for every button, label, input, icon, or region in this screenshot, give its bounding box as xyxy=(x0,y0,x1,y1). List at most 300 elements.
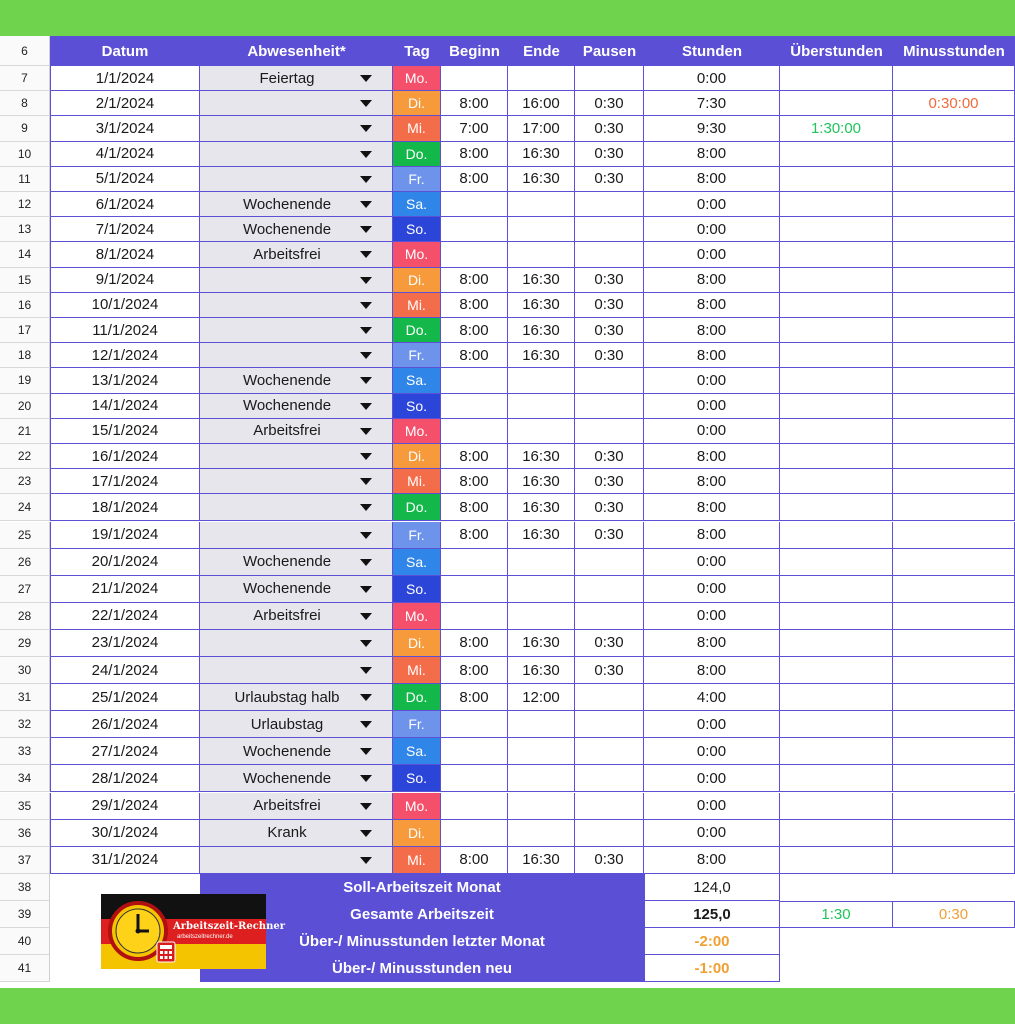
datum-cell[interactable]: 13/1/2024 xyxy=(50,368,200,393)
datum-cell[interactable]: 31/1/2024 xyxy=(50,847,200,874)
stunden-cell[interactable]: 8:00 xyxy=(644,469,780,494)
minusstunden-cell[interactable] xyxy=(893,820,1015,847)
abwesenheit-value: Wochenende xyxy=(242,397,332,415)
stunden-cell[interactable]: 8:00 xyxy=(644,167,780,192)
ueberstunden-cell[interactable] xyxy=(780,343,893,368)
ende-cell[interactable]: 16:30 xyxy=(508,268,575,293)
dropdown-arrow-icon[interactable] xyxy=(360,857,372,864)
dropdown-arrow-icon[interactable] xyxy=(360,428,372,435)
datum-cell[interactable]: 5/1/2024 xyxy=(50,167,200,192)
abwesenheit-dropdown[interactable] xyxy=(200,66,393,91)
stunden-cell[interactable]: 0:00 xyxy=(644,66,780,91)
pausen-cell[interactable] xyxy=(575,576,644,603)
pausen-cell[interactable]: 0:30 xyxy=(575,444,644,469)
column-header-tag[interactable]: Tag xyxy=(393,36,441,66)
minusstunden-cell[interactable] xyxy=(893,522,1015,549)
beginn-cell[interactable] xyxy=(441,394,508,419)
ende-cell[interactable]: 12:00 xyxy=(508,684,575,711)
minusstunden-cell[interactable] xyxy=(893,847,1015,874)
pausen-cell[interactable]: 0:30 xyxy=(575,657,644,684)
stunden-cell[interactable]: 9:30 xyxy=(644,116,780,141)
neu-value[interactable]: -1:00 xyxy=(644,955,780,982)
beginn-cell[interactable] xyxy=(441,820,508,847)
beginn-cell[interactable]: 8:00 xyxy=(441,469,508,494)
ende-cell[interactable]: 16:30 xyxy=(508,469,575,494)
ende-cell[interactable] xyxy=(508,765,575,792)
ueberstunden-cell[interactable] xyxy=(780,630,893,657)
dropdown-arrow-icon[interactable] xyxy=(360,151,372,158)
pausen-cell[interactable] xyxy=(575,242,644,267)
stunden-cell[interactable]: 0:00 xyxy=(644,549,780,576)
datum-cell[interactable]: 26/1/2024 xyxy=(50,711,200,738)
beginn-cell[interactable] xyxy=(441,711,508,738)
minusstunden-cell[interactable] xyxy=(893,293,1015,318)
beginn-cell[interactable] xyxy=(441,419,508,444)
beginn-cell[interactable]: 8:00 xyxy=(441,522,508,549)
stunden-cell[interactable]: 8:00 xyxy=(644,293,780,318)
ueberstunden-cell[interactable] xyxy=(780,576,893,603)
minusstunden-cell[interactable] xyxy=(893,142,1015,167)
dropdown-arrow-icon[interactable] xyxy=(360,694,372,701)
dropdown-arrow-icon[interactable] xyxy=(360,226,372,233)
datum-cell[interactable]: 29/1/2024 xyxy=(50,793,200,820)
datum-cell[interactable]: 23/1/2024 xyxy=(50,630,200,657)
dropdown-arrow-icon[interactable] xyxy=(360,201,372,208)
ende-cell[interactable]: 16:30 xyxy=(508,293,575,318)
ende-cell[interactable] xyxy=(508,394,575,419)
datum-cell[interactable]: 17/1/2024 xyxy=(50,469,200,494)
pausen-cell[interactable] xyxy=(575,394,644,419)
column-header-beginn[interactable]: Beginn xyxy=(441,36,508,66)
abwesenheit-dropdown[interactable] xyxy=(200,167,393,192)
stunden-cell[interactable]: 0:00 xyxy=(644,793,780,820)
ende-cell[interactable]: 16:30 xyxy=(508,343,575,368)
datum-cell[interactable]: 3/1/2024 xyxy=(50,116,200,141)
dropdown-arrow-icon[interactable] xyxy=(360,251,372,258)
dropdown-arrow-icon[interactable] xyxy=(360,559,372,566)
pausen-cell[interactable] xyxy=(575,738,644,765)
pausen-cell[interactable]: 0:30 xyxy=(575,293,644,318)
abwesenheit-dropdown[interactable] xyxy=(200,444,393,469)
stunden-cell[interactable]: 8:00 xyxy=(644,522,780,549)
datum-cell[interactable]: 10/1/2024 xyxy=(50,293,200,318)
ueberstunden-cell[interactable] xyxy=(780,711,893,738)
ueberstunden-cell[interactable] xyxy=(780,820,893,847)
stunden-cell[interactable]: 8:00 xyxy=(644,142,780,167)
dropdown-arrow-icon[interactable] xyxy=(360,277,372,284)
ende-cell[interactable]: 16:30 xyxy=(508,318,575,343)
stunden-cell[interactable]: 8:00 xyxy=(644,444,780,469)
abwesenheit-dropdown[interactable] xyxy=(200,419,393,444)
datum-cell[interactable]: 12/1/2024 xyxy=(50,343,200,368)
pausen-cell[interactable] xyxy=(575,711,644,738)
abwesenheit-dropdown[interactable] xyxy=(200,738,393,765)
minusstunden-cell[interactable] xyxy=(893,268,1015,293)
ueberstunden-cell[interactable] xyxy=(780,142,893,167)
minusstunden-cell[interactable] xyxy=(893,549,1015,576)
abwesenheit-dropdown[interactable] xyxy=(200,549,393,576)
stunden-cell[interactable]: 8:00 xyxy=(644,268,780,293)
ueberstunden-cell[interactable] xyxy=(780,522,893,549)
beginn-cell[interactable] xyxy=(441,549,508,576)
minusstunden-cell[interactable] xyxy=(893,630,1015,657)
abwesenheit-dropdown[interactable] xyxy=(200,318,393,343)
dropdown-arrow-icon[interactable] xyxy=(360,667,372,674)
datum-cell[interactable]: 4/1/2024 xyxy=(50,142,200,167)
abwesenheit-dropdown[interactable] xyxy=(200,494,393,521)
beginn-cell[interactable]: 8:00 xyxy=(441,318,508,343)
ende-cell[interactable]: 16:30 xyxy=(508,657,575,684)
beginn-cell[interactable]: 7:00 xyxy=(441,116,508,141)
ueberstunden-cell[interactable] xyxy=(780,394,893,419)
pausen-cell[interactable]: 0:30 xyxy=(575,268,644,293)
pausen-cell[interactable] xyxy=(575,419,644,444)
stunden-cell[interactable]: 0:00 xyxy=(644,242,780,267)
beginn-cell[interactable] xyxy=(441,738,508,765)
row-number: 17 xyxy=(0,318,50,343)
pausen-cell[interactable]: 0:30 xyxy=(575,630,644,657)
abwesenheit-dropdown[interactable] xyxy=(200,242,393,267)
stunden-cell[interactable]: 0:00 xyxy=(644,394,780,419)
stunden-cell[interactable]: 0:00 xyxy=(644,192,780,217)
stunden-cell[interactable]: 8:00 xyxy=(644,630,780,657)
minusstunden-cell[interactable] xyxy=(893,765,1015,792)
column-header-datum[interactable]: Datum xyxy=(50,36,200,66)
beginn-cell[interactable] xyxy=(441,66,508,91)
beginn-cell[interactable]: 8:00 xyxy=(441,657,508,684)
ueberstunden-cell[interactable] xyxy=(780,444,893,469)
column-header-ende[interactable]: Ende xyxy=(508,36,575,66)
datum-cell[interactable]: 20/1/2024 xyxy=(50,549,200,576)
minusstunden-cell[interactable] xyxy=(893,343,1015,368)
minusstunden-cell[interactable] xyxy=(893,793,1015,820)
dropdown-arrow-icon[interactable] xyxy=(360,640,372,647)
ueberstunden-cell[interactable] xyxy=(780,268,893,293)
pausen-cell[interactable]: 0:30 xyxy=(575,469,644,494)
datum-cell[interactable]: 24/1/2024 xyxy=(50,657,200,684)
ende-cell[interactable] xyxy=(508,738,575,765)
pausen-cell[interactable] xyxy=(575,192,644,217)
minusstunden-cell[interactable] xyxy=(893,684,1015,711)
ueberstunden-cell[interactable] xyxy=(780,167,893,192)
column-header-ueberstunden[interactable]: Überstunden xyxy=(780,36,893,66)
minusstunden-cell[interactable] xyxy=(893,394,1015,419)
datum-cell[interactable]: 22/1/2024 xyxy=(50,603,200,630)
ueberstunden-cell[interactable] xyxy=(780,217,893,242)
minusstunden-cell[interactable] xyxy=(893,167,1015,192)
beginn-cell[interactable]: 8:00 xyxy=(441,494,508,521)
ende-cell[interactable]: 16:30 xyxy=(508,142,575,167)
ende-cell[interactable] xyxy=(508,419,575,444)
pausen-cell[interactable] xyxy=(575,368,644,393)
ueberstunden-cell[interactable] xyxy=(780,657,893,684)
datum-cell[interactable]: 1/1/2024 xyxy=(50,66,200,91)
dropdown-arrow-icon[interactable] xyxy=(360,586,372,593)
datum-cell[interactable]: 14/1/2024 xyxy=(50,394,200,419)
abwesenheit-dropdown[interactable] xyxy=(200,394,393,419)
ende-cell[interactable]: 16:00 xyxy=(508,91,575,116)
ueberstunden-cell[interactable] xyxy=(780,318,893,343)
datum-cell[interactable]: 28/1/2024 xyxy=(50,765,200,792)
beginn-cell[interactable]: 8:00 xyxy=(441,343,508,368)
abwesenheit-dropdown[interactable] xyxy=(200,91,393,116)
abwesenheit-dropdown[interactable] xyxy=(200,711,393,738)
stunden-cell[interactable]: 0:00 xyxy=(644,711,780,738)
ende-cell[interactable]: 16:30 xyxy=(508,444,575,469)
abwesenheit-dropdown[interactable] xyxy=(200,793,393,820)
abwesenheit-dropdown[interactable] xyxy=(200,630,393,657)
datum-cell[interactable]: 27/1/2024 xyxy=(50,738,200,765)
abwesenheit-dropdown[interactable] xyxy=(200,765,393,792)
dropdown-arrow-icon[interactable] xyxy=(360,478,372,485)
beginn-cell[interactable]: 8:00 xyxy=(441,142,508,167)
ueberstunden-cell[interactable] xyxy=(780,242,893,267)
ende-cell[interactable] xyxy=(508,549,575,576)
dropdown-arrow-icon[interactable] xyxy=(360,377,372,384)
beginn-cell[interactable]: 8:00 xyxy=(441,630,508,657)
ende-cell[interactable] xyxy=(508,603,575,630)
pausen-cell[interactable] xyxy=(575,217,644,242)
dropdown-arrow-icon[interactable] xyxy=(360,302,372,309)
stunden-cell[interactable]: 0:00 xyxy=(644,576,780,603)
row-number: 8 xyxy=(0,91,50,116)
ende-cell[interactable] xyxy=(508,192,575,217)
abwesenheit-value: Wochenende xyxy=(242,553,332,571)
ende-cell[interactable]: 17:00 xyxy=(508,116,575,141)
stunden-cell[interactable]: 8:00 xyxy=(644,847,780,874)
datum-cell[interactable]: 15/1/2024 xyxy=(50,419,200,444)
beginn-cell[interactable] xyxy=(441,192,508,217)
minusstunden-cell[interactable] xyxy=(893,494,1015,521)
ueberstunden-cell[interactable] xyxy=(780,793,893,820)
ueberstunden-cell[interactable] xyxy=(780,192,893,217)
pausen-cell[interactable] xyxy=(575,603,644,630)
datum-cell[interactable]: 19/1/2024 xyxy=(50,522,200,549)
beginn-cell[interactable]: 8:00 xyxy=(441,293,508,318)
dropdown-arrow-icon[interactable] xyxy=(360,613,372,620)
datum-cell[interactable]: 6/1/2024 xyxy=(50,192,200,217)
pausen-cell[interactable]: 0:30 xyxy=(575,91,644,116)
beginn-cell[interactable] xyxy=(441,765,508,792)
ende-cell[interactable]: 16:30 xyxy=(508,494,575,521)
column-header-stunden[interactable]: Stunden xyxy=(644,36,780,66)
ende-cell[interactable]: 16:30 xyxy=(508,167,575,192)
pausen-cell[interactable] xyxy=(575,684,644,711)
abwesenheit-dropdown[interactable] xyxy=(200,142,393,167)
ende-cell[interactable] xyxy=(508,217,575,242)
stunden-cell[interactable]: 0:00 xyxy=(644,820,780,847)
ueberstunden-cell[interactable] xyxy=(780,738,893,765)
ende-cell[interactable] xyxy=(508,820,575,847)
minusstunden-cell[interactable] xyxy=(893,66,1015,91)
stunden-cell[interactable]: 8:00 xyxy=(644,343,780,368)
beginn-cell[interactable] xyxy=(441,242,508,267)
ende-cell[interactable] xyxy=(508,793,575,820)
ueberstunden-cell[interactable]: 1:30:00 xyxy=(780,116,893,141)
stunden-cell[interactable]: 0:00 xyxy=(644,368,780,393)
beginn-cell[interactable] xyxy=(441,368,508,393)
datum-cell[interactable]: 7/1/2024 xyxy=(50,217,200,242)
stunden-cell[interactable]: 7:30 xyxy=(644,91,780,116)
datum-cell[interactable]: 11/1/2024 xyxy=(50,318,200,343)
gesamt-minusstunden-value[interactable]: 0:30 xyxy=(893,901,1015,928)
stunden-cell[interactable]: 8:00 xyxy=(644,494,780,521)
dropdown-arrow-icon[interactable] xyxy=(360,721,372,728)
abwesenheit-dropdown[interactable] xyxy=(200,522,393,549)
abwesenheit-dropdown[interactable] xyxy=(200,343,393,368)
pausen-cell[interactable] xyxy=(575,765,644,792)
letzter-monat-value[interactable]: -2:00 xyxy=(644,928,780,955)
ueberstunden-cell[interactable] xyxy=(780,847,893,874)
ueberstunden-cell[interactable] xyxy=(780,419,893,444)
minusstunden-cell[interactable] xyxy=(893,192,1015,217)
column-header-minusstunden[interactable]: Minusstunden xyxy=(893,36,1015,66)
ueberstunden-cell[interactable] xyxy=(780,603,893,630)
gesamte-arbeitszeit-value[interactable]: 125,0 xyxy=(644,901,780,928)
abwesenheit-dropdown[interactable] xyxy=(200,116,393,141)
pausen-cell[interactable]: 0:30 xyxy=(575,494,644,521)
ueberstunden-cell[interactable] xyxy=(780,91,893,116)
minusstunden-cell[interactable]: 0:30:00 xyxy=(893,91,1015,116)
pausen-cell[interactable] xyxy=(575,820,644,847)
ueberstunden-cell[interactable] xyxy=(780,684,893,711)
datum-cell[interactable]: 25/1/2024 xyxy=(50,684,200,711)
row-number: 33 xyxy=(0,738,50,765)
ende-cell[interactable] xyxy=(508,576,575,603)
ueberstunden-cell[interactable] xyxy=(780,494,893,521)
minusstunden-cell[interactable] xyxy=(893,116,1015,141)
beginn-cell[interactable] xyxy=(441,603,508,630)
abwesenheit-dropdown[interactable] xyxy=(200,820,393,847)
pausen-cell[interactable]: 0:30 xyxy=(575,522,644,549)
beginn-cell[interactable]: 8:00 xyxy=(441,167,508,192)
ende-cell[interactable] xyxy=(508,66,575,91)
minusstunden-cell[interactable] xyxy=(893,657,1015,684)
ueberstunden-cell[interactable] xyxy=(780,293,893,318)
minusstunden-cell[interactable] xyxy=(893,738,1015,765)
dropdown-arrow-icon[interactable] xyxy=(360,803,372,810)
minusstunden-cell[interactable] xyxy=(893,318,1015,343)
stunden-cell[interactable]: 0:00 xyxy=(644,217,780,242)
ende-cell[interactable] xyxy=(508,711,575,738)
abwesenheit-dropdown[interactable] xyxy=(200,368,393,393)
stunden-cell[interactable]: 0:00 xyxy=(644,738,780,765)
ueberstunden-cell[interactable] xyxy=(780,368,893,393)
dropdown-arrow-icon[interactable] xyxy=(360,748,372,755)
dropdown-arrow-icon[interactable] xyxy=(360,775,372,782)
abwesenheit-dropdown[interactable] xyxy=(200,217,393,242)
pausen-cell[interactable] xyxy=(575,793,644,820)
ende-cell[interactable]: 16:30 xyxy=(508,522,575,549)
ueberstunden-cell[interactable] xyxy=(780,765,893,792)
pausen-cell[interactable] xyxy=(575,549,644,576)
ueberstunden-cell[interactable] xyxy=(780,469,893,494)
beginn-cell[interactable]: 8:00 xyxy=(441,444,508,469)
datum-cell[interactable]: 8/1/2024 xyxy=(50,242,200,267)
ende-cell[interactable]: 16:30 xyxy=(508,630,575,657)
stunden-cell[interactable]: 0:00 xyxy=(644,765,780,792)
datum-cell[interactable]: 9/1/2024 xyxy=(50,268,200,293)
minusstunden-cell[interactable] xyxy=(893,469,1015,494)
pausen-cell[interactable]: 0:30 xyxy=(575,167,644,192)
dropdown-arrow-icon[interactable] xyxy=(360,453,372,460)
abwesenheit-dropdown[interactable] xyxy=(200,293,393,318)
abwesenheit-dropdown[interactable] xyxy=(200,657,393,684)
dropdown-arrow-icon[interactable] xyxy=(360,830,372,837)
minusstunden-cell[interactable] xyxy=(893,711,1015,738)
datum-cell[interactable]: 21/1/2024 xyxy=(50,576,200,603)
minusstunden-cell[interactable] xyxy=(893,368,1015,393)
dropdown-arrow-icon[interactable] xyxy=(360,327,372,334)
ende-cell[interactable] xyxy=(508,242,575,267)
datum-cell[interactable]: 30/1/2024 xyxy=(50,820,200,847)
pausen-cell[interactable]: 0:30 xyxy=(575,142,644,167)
abwesenheit-dropdown[interactable] xyxy=(200,192,393,217)
beginn-cell[interactable]: 8:00 xyxy=(441,268,508,293)
beginn-cell[interactable] xyxy=(441,576,508,603)
column-header-abwesenheit[interactable]: Abwesenheit* xyxy=(200,36,393,66)
beginn-cell[interactable]: 8:00 xyxy=(441,684,508,711)
stunden-cell[interactable]: 0:00 xyxy=(644,419,780,444)
abwesenheit-dropdown[interactable] xyxy=(200,847,393,874)
minusstunden-cell[interactable] xyxy=(893,576,1015,603)
abwesenheit-dropdown[interactable] xyxy=(200,469,393,494)
minusstunden-cell[interactable] xyxy=(893,603,1015,630)
beginn-cell[interactable] xyxy=(441,793,508,820)
datum-cell[interactable]: 2/1/2024 xyxy=(50,91,200,116)
pausen-cell[interactable]: 0:30 xyxy=(575,847,644,874)
dropdown-arrow-icon[interactable] xyxy=(360,100,372,107)
dropdown-arrow-icon[interactable] xyxy=(360,403,372,410)
abwesenheit-dropdown[interactable] xyxy=(200,576,393,603)
minusstunden-cell[interactable] xyxy=(893,444,1015,469)
dropdown-arrow-icon[interactable] xyxy=(360,75,372,82)
abwesenheit-dropdown[interactable] xyxy=(200,684,393,711)
column-header-pausen[interactable]: Pausen xyxy=(575,36,644,66)
pausen-cell[interactable]: 0:30 xyxy=(575,318,644,343)
pausen-cell[interactable] xyxy=(575,66,644,91)
dropdown-arrow-icon[interactable] xyxy=(360,176,372,183)
beginn-cell[interactable]: 8:00 xyxy=(441,91,508,116)
minusstunden-cell[interactable] xyxy=(893,242,1015,267)
gesamt-ueberstunden-value[interactable]: 1:30 xyxy=(780,901,893,928)
abwesenheit-dropdown[interactable] xyxy=(200,268,393,293)
datum-cell[interactable]: 18/1/2024 xyxy=(50,494,200,521)
minusstunden-cell[interactable] xyxy=(893,217,1015,242)
stunden-cell[interactable]: 4:00 xyxy=(644,684,780,711)
stunden-cell[interactable]: 0:00 xyxy=(644,603,780,630)
ueberstunden-cell[interactable] xyxy=(780,66,893,91)
dropdown-arrow-icon[interactable] xyxy=(360,532,372,539)
dropdown-arrow-icon[interactable] xyxy=(360,125,372,132)
beginn-cell[interactable]: 8:00 xyxy=(441,847,508,874)
abwesenheit-dropdown[interactable] xyxy=(200,603,393,630)
stunden-cell[interactable]: 8:00 xyxy=(644,657,780,684)
ende-cell[interactable] xyxy=(508,368,575,393)
pausen-cell[interactable]: 0:30 xyxy=(575,343,644,368)
ueberstunden-cell[interactable] xyxy=(780,549,893,576)
pausen-cell[interactable]: 0:30 xyxy=(575,116,644,141)
stunden-cell[interactable]: 8:00 xyxy=(644,318,780,343)
beginn-cell[interactable] xyxy=(441,217,508,242)
minusstunden-cell[interactable] xyxy=(893,419,1015,444)
datum-cell[interactable]: 16/1/2024 xyxy=(50,444,200,469)
dropdown-arrow-icon[interactable] xyxy=(360,352,372,359)
ende-cell[interactable]: 16:30 xyxy=(508,847,575,874)
tag-cell: Sa. xyxy=(393,549,441,576)
dropdown-arrow-icon[interactable] xyxy=(360,504,372,511)
soll-arbeitszeit-value[interactable]: 124,0 xyxy=(644,874,780,901)
